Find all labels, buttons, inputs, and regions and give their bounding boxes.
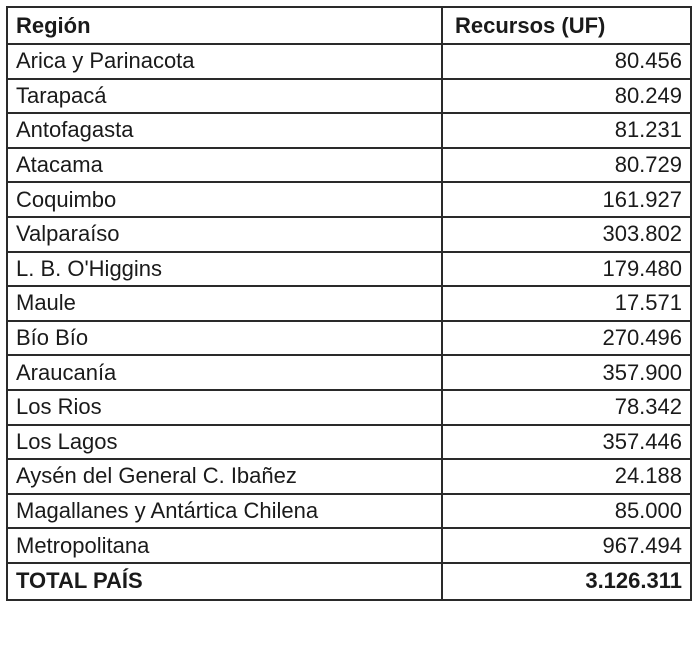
resources-value-cell: 85.000 — [442, 494, 691, 529]
region-name-cell: Los Rios — [7, 390, 442, 425]
region-name-cell: Atacama — [7, 148, 442, 183]
region-name-cell: Bío Bío — [7, 321, 442, 356]
table-row — [7, 390, 691, 425]
region-name-cell: Magallanes y Antártica Chilena — [7, 494, 442, 529]
table-row — [7, 217, 691, 252]
table-row — [7, 459, 691, 494]
table-row — [7, 79, 691, 114]
table-row — [7, 44, 691, 79]
resources-value-cell: 80.249 — [442, 79, 691, 114]
table-row — [7, 425, 691, 460]
table-row — [7, 286, 691, 321]
region-name-cell: Tarapacá — [7, 79, 442, 114]
table-row — [7, 355, 691, 390]
resources-value-cell: 80.456 — [442, 44, 691, 79]
resources-value-cell: 303.802 — [442, 217, 691, 252]
resources-value-cell: 357.446 — [442, 425, 691, 460]
resources-table-container — [6, 6, 690, 601]
total-label: TOTAL PAÍS — [7, 563, 442, 600]
resources-value-cell: 17.571 — [442, 286, 691, 321]
table-row — [7, 182, 691, 217]
resources-value-cell: 80.729 — [442, 148, 691, 183]
table-row — [7, 321, 691, 356]
resources-by-region-table — [6, 6, 692, 601]
header-resources: Recursos (UF) — [442, 7, 691, 44]
region-name-cell: Antofagasta — [7, 113, 442, 148]
resources-value-cell: 357.900 — [442, 355, 691, 390]
resources-value-cell: 179.480 — [442, 252, 691, 287]
table-row — [7, 113, 691, 148]
region-name-cell: Los Lagos — [7, 425, 442, 460]
region-name-cell: Valparaíso — [7, 217, 442, 252]
resources-value-cell: 270.496 — [442, 321, 691, 356]
region-name-cell: Aysén del General C. Ibañez — [7, 459, 442, 494]
region-name-cell: Araucanía — [7, 355, 442, 390]
region-name-cell: L. B. O'Higgins — [7, 252, 442, 287]
total-row — [7, 563, 691, 600]
total-value: 3.126.311 — [442, 563, 691, 600]
table-header-row — [7, 7, 691, 44]
resources-value-cell: 161.927 — [442, 182, 691, 217]
table-row — [7, 252, 691, 287]
resources-value-cell: 81.231 — [442, 113, 691, 148]
region-name-cell: Arica y Parinacota — [7, 44, 442, 79]
region-name-cell: Metropolitana — [7, 528, 442, 563]
resources-value-cell: 967.494 — [442, 528, 691, 563]
header-region: Región — [7, 7, 442, 44]
region-name-cell: Coquimbo — [7, 182, 442, 217]
table-row — [7, 528, 691, 563]
resources-value-cell: 78.342 — [442, 390, 691, 425]
table-row — [7, 494, 691, 529]
resources-value-cell: 24.188 — [442, 459, 691, 494]
table-body — [7, 44, 691, 563]
table-row — [7, 148, 691, 183]
region-name-cell: Maule — [7, 286, 442, 321]
